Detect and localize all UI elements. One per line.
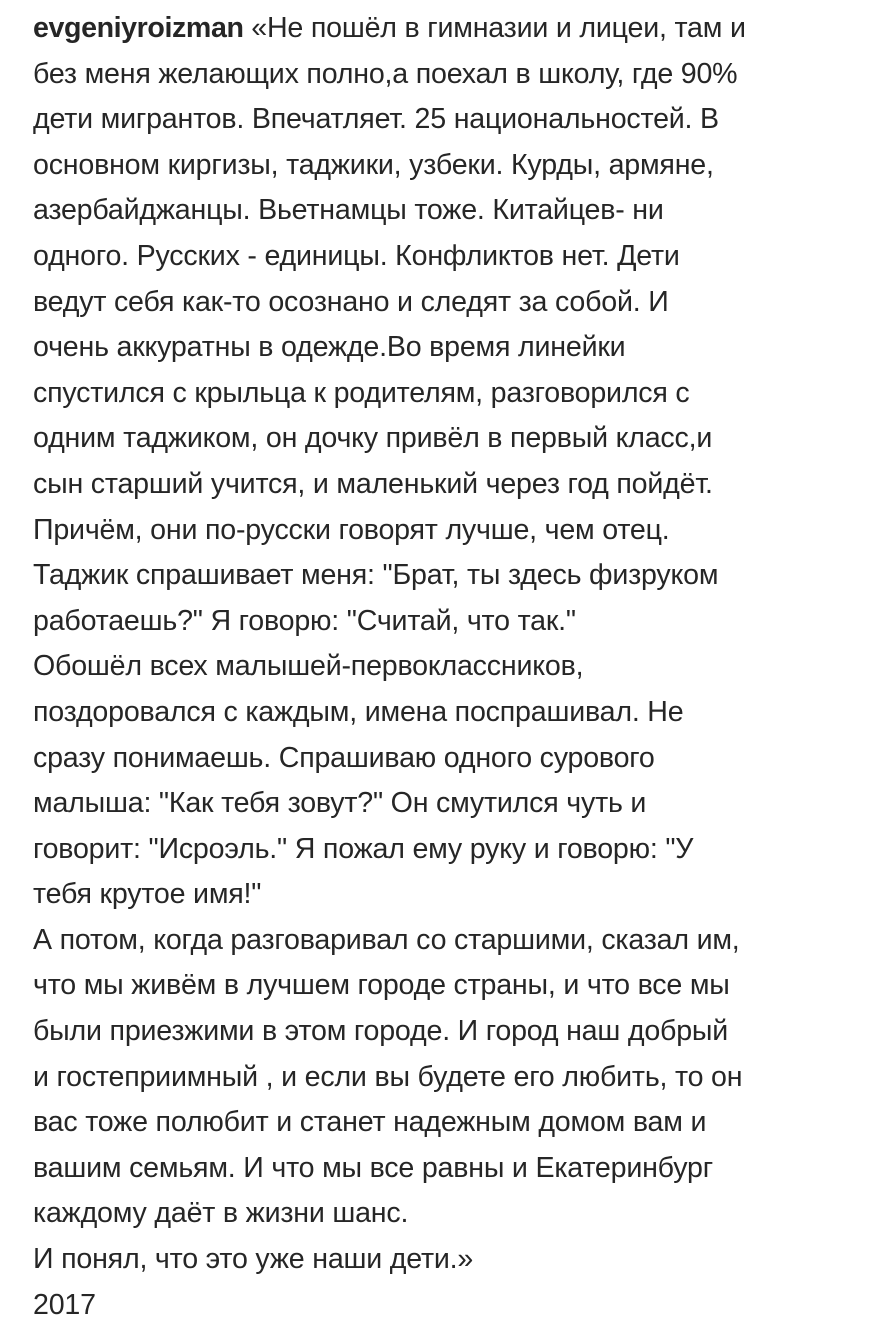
caption-line: Обошёл всех малышей-первоклассников, — [33, 650, 584, 683]
caption-first-line — [33, 6, 863, 52]
caption-line: вас тоже полюбит и станет надежным домом вам и — [33, 1106, 707, 1139]
caption-line: работаешь?" Я говорю: "Считай, что так." — [33, 604, 576, 637]
caption-line: дети мигрантов. Впечатляет. 25 национальностей. В — [33, 103, 719, 136]
caption-line: тебя крутое имя!" — [33, 878, 262, 911]
caption-line: малыша: "Как тебя зовут?" Он смутился чуть и — [33, 787, 647, 820]
caption-line: одного. Русских - единицы. Конфликтов нет. Дети — [33, 239, 680, 272]
caption-body — [33, 52, 863, 1283]
caption-line: ведут себя как-то осознано и следят за собой. И — [33, 285, 669, 318]
caption-text: «Не пошёл в гимназии и лицеи, там и — [243, 12, 746, 44]
caption-line: азербайджанцы. Вьетнамцы тоже. Китайцев- ни — [33, 194, 664, 227]
caption-line: Причём, они по-русски говорят лучше, чем отец. — [33, 513, 670, 546]
username-link[interactable]: evgeniyroizman — [33, 12, 244, 44]
caption-line: А потом, когда разговаривал со старшими, сказал им, — [33, 923, 740, 956]
caption-line: основном киргизы, таджики, узбеки. Курды, армяне, — [33, 148, 714, 181]
caption-line: сын старший учится, и маленький через год пойдёт. — [33, 467, 713, 500]
caption-line: одним таджиком, он дочку привёл в первый класс,и — [33, 422, 713, 455]
post-date: 2017 — [33, 1288, 96, 1321]
caption-line: Таджик спрашивает меня: "Брат, ты здесь физруком — [33, 559, 719, 592]
caption-line: каждому даёт в жизни шанс. — [33, 1197, 409, 1230]
caption-line: сразу понимаешь. Спрашиваю одного сурового — [33, 741, 655, 774]
caption-line: говорит: "Исроэль." Я пожал ему руку и говорю: "У — [33, 832, 694, 865]
caption-line: поздоровался с каждым, имена поспрашивал. Не — [33, 695, 684, 728]
caption-line: вашим семьям. И что мы все равны и Екатеринбург — [33, 1151, 713, 1184]
caption-line: И понял, что это уже наши дети.» — [33, 1243, 474, 1276]
caption-line: были приезжими в этом городе. И город наш добрый — [33, 1015, 729, 1048]
caption-line: что мы живём в лучшем городе страны, и что все мы — [33, 969, 730, 1002]
caption-line: и гостеприимный , и если вы будете его любить, то он — [33, 1060, 743, 1093]
post-caption — [33, 6, 863, 1328]
caption-line: очень аккуратны в одежде.Во время линейки — [33, 331, 626, 364]
caption-line: спустился с крыльца к родителям, разговорился с — [33, 376, 690, 409]
caption-line: без меня желающих полно,а поехал в школу, где 90% — [33, 57, 738, 90]
